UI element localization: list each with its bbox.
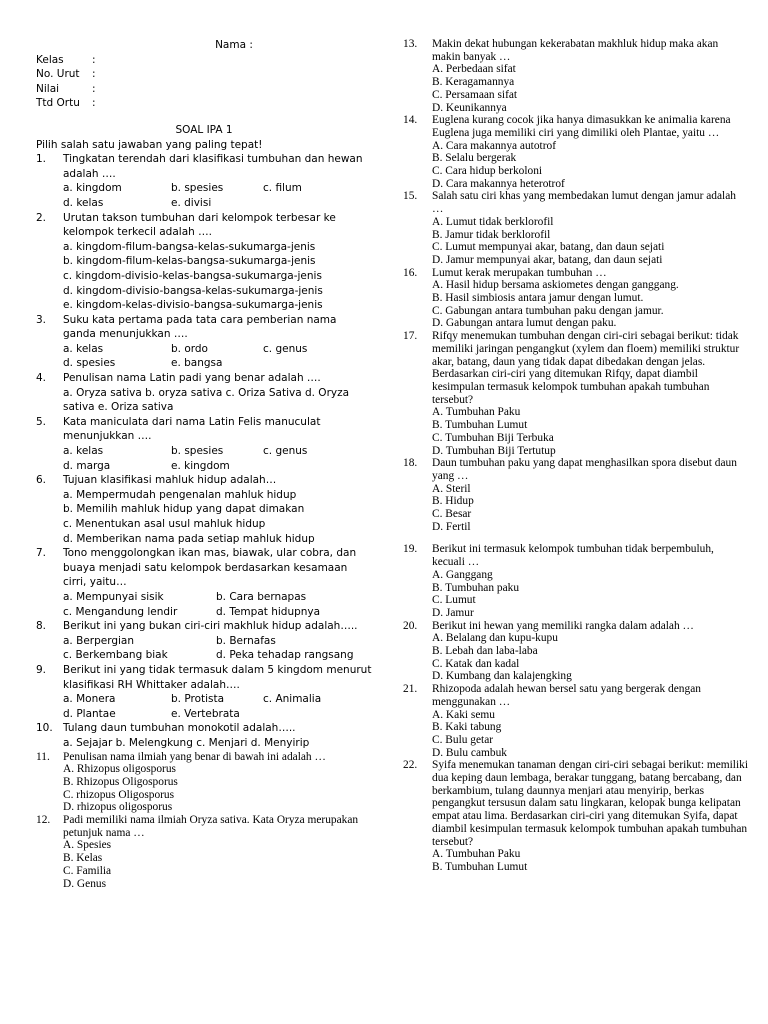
option: B. Kaki tabung bbox=[432, 721, 502, 734]
option: a. Mempermudah pengenalan mahluk hidup bbox=[63, 488, 297, 501]
question-2 bbox=[36, 211, 372, 240]
field-label: Nilai bbox=[36, 82, 60, 95]
question-text: Suku kata pertama pada tata cara pemberian nama ganda menunjukkan …. bbox=[63, 313, 337, 341]
question-number: 2. bbox=[36, 211, 47, 224]
option: A. Hasil hidup bersama askiometes dengan ganggang. bbox=[432, 279, 679, 292]
option: D. Cara makannya heterotrof bbox=[432, 177, 565, 190]
question-12 bbox=[36, 814, 372, 839]
option: B. Keragamannya bbox=[432, 76, 515, 89]
question-19 bbox=[403, 543, 748, 568]
option: e. Vertebrata bbox=[171, 707, 240, 720]
option: a. Monera bbox=[63, 693, 116, 706]
option: c. Menentukan asal usul mahluk hidup bbox=[63, 518, 266, 530]
question-number: 6. bbox=[36, 474, 47, 487]
options-row bbox=[36, 648, 372, 663]
option: d. Plantae bbox=[63, 707, 116, 720]
question-text: Padi memiliki nama ilmiah Oryza sativa. Kata Oryza merupakan petunjuk nama … bbox=[63, 814, 359, 839]
option: e. divisi bbox=[171, 196, 212, 209]
question-number: 15. bbox=[403, 190, 418, 203]
question-16 bbox=[403, 267, 748, 280]
question-text: Berikut ini hewan yang memiliki rangka dalam adalah … bbox=[432, 619, 694, 632]
option: A. Spesies bbox=[63, 839, 112, 852]
field-label: Ttd Ortu bbox=[36, 97, 80, 110]
option: b. Protista bbox=[171, 693, 225, 706]
question-5 bbox=[36, 415, 372, 444]
option: C. Persamaan sifat bbox=[432, 88, 518, 101]
option: C. Katak dan kadal bbox=[432, 657, 520, 670]
option: d. marga bbox=[63, 459, 111, 472]
option: c. filum bbox=[263, 182, 302, 195]
question-3 bbox=[36, 313, 372, 342]
option: b. kingdom-filum-kelas-bangsa-sukumarga-jenis bbox=[63, 255, 316, 268]
option: c. kingdom-divisio-kelas-bangsa-sukumarga-jenis bbox=[63, 269, 322, 282]
question-text: Rifqy menemukan tumbuhan dengan ciri-ciri sebagai berikut: tidak memiliki jaringan pengangkut (xylem dan floem) memiliki struktur akar, batang, daun yang tidak dapat dibedakan dengan jelas. Berdasarkan ciri-ciri yang ditemukan Rifqy, dapat diambil kesimpulan termasuk kelompok tumbuhan apakah tumbuhan tersebut? bbox=[432, 330, 740, 406]
option: a. Mempunyai sisik bbox=[63, 590, 164, 603]
question-text: Berikut ini yang tidak termasuk dalam 5 kingdom menurut klasifikasi RH Whittaker adalah…. bbox=[63, 663, 372, 691]
option: b. Bernafas bbox=[216, 634, 276, 647]
option: a. Sejajar b. Melengkung c. Menjari d. Menyirip bbox=[63, 736, 310, 749]
options-row bbox=[36, 692, 372, 707]
option: C. Gabungan antara tumbuhan paku dengan jamur. bbox=[432, 304, 664, 317]
option: C. Tumbuhan Biji Terbuka bbox=[432, 431, 554, 444]
field-label: No. Urut bbox=[36, 68, 80, 81]
option: d. kelas bbox=[63, 196, 104, 209]
option: C. Lumut mempunyai akar, batang, dan daun sejati bbox=[432, 241, 665, 254]
question-number: 5. bbox=[36, 415, 47, 428]
left-column bbox=[36, 38, 372, 890]
option: e. kingdom-kelas-divisio-bangsa-sukumarga-jenis bbox=[63, 299, 323, 312]
option: A. Tumbuhan Paku bbox=[432, 848, 521, 861]
option: A. Ganggang bbox=[432, 568, 493, 581]
options-row bbox=[36, 181, 372, 196]
option: C. Cara hidup berkoloni bbox=[432, 165, 543, 178]
question-text: Rhizopoda adalah hewan bersel satu yang bergerak dengan menggunakan … bbox=[432, 683, 701, 708]
option: B. Tumbuhan Lumut bbox=[432, 419, 528, 432]
question-1 bbox=[36, 152, 372, 181]
question-8 bbox=[36, 619, 372, 634]
instruction: Pilih salah satu jawaban yang paling tepat! bbox=[36, 138, 263, 151]
option: A. Kaki semu bbox=[432, 708, 495, 721]
option: a. kingdom-filum-bangsa-kelas-sukumarga-jenis bbox=[63, 240, 316, 253]
question-text: Salah satu ciri khas yang membedakan lumut dengan jamur adalah … bbox=[432, 190, 736, 216]
question-number: 17. bbox=[403, 330, 418, 343]
question-number: 20. bbox=[403, 619, 418, 632]
class-field bbox=[36, 53, 372, 68]
option: D. Kumbang dan kalajengking bbox=[432, 670, 572, 683]
option: d. kingdom-divisio-bangsa-kelas-sukumarga-jenis bbox=[63, 284, 323, 297]
options-row bbox=[36, 707, 372, 722]
question-11 bbox=[36, 751, 372, 764]
option: c. Animalia bbox=[263, 693, 322, 706]
option: B. Hasil simbiosis antara jamur dengan lumut. bbox=[432, 292, 644, 305]
option: d. Peka tehadap rangsang bbox=[216, 649, 354, 662]
question-text: Penulisan nama ilmiah yang benar di bawah ini adalah … bbox=[63, 750, 326, 763]
question-number: 13. bbox=[403, 38, 418, 50]
option: a. Oryza sativa b. oryza sativa c. Oriza Sativa d. Oryza bbox=[63, 386, 350, 399]
parent-signature-field bbox=[36, 96, 372, 111]
question-number: 3. bbox=[36, 313, 47, 326]
name-field: Nama : bbox=[215, 39, 253, 51]
question-number: 10. bbox=[36, 722, 53, 735]
option: C. rhizopus Oligosporus bbox=[63, 788, 175, 801]
question-15 bbox=[403, 190, 748, 215]
option: D. Tumbuhan Biji Tertutup bbox=[432, 444, 556, 457]
question-text: Lumut kerak merupakan tumbuhan … bbox=[432, 266, 607, 279]
question-number: 9. bbox=[36, 663, 47, 676]
option: C. Bulu getar bbox=[432, 733, 494, 746]
question-4 bbox=[36, 371, 372, 386]
question-21 bbox=[403, 683, 748, 708]
question-number: 19. bbox=[403, 543, 418, 556]
question-number: 4. bbox=[36, 372, 47, 385]
options-row bbox=[36, 444, 372, 459]
options-row bbox=[36, 342, 372, 357]
question-18 bbox=[403, 457, 748, 482]
option: e. kingdom bbox=[171, 459, 230, 472]
question-number: 7. bbox=[36, 547, 47, 560]
question-9 bbox=[36, 663, 372, 692]
question-text: Penulisan nama Latin padi yang benar adalah …. bbox=[63, 372, 321, 385]
option: c. Berkembang biak bbox=[63, 649, 168, 662]
question-number: 8. bbox=[36, 620, 47, 633]
option: B. Lebah dan laba-laba bbox=[432, 645, 538, 658]
option: C. Lumut bbox=[432, 594, 476, 607]
options-row bbox=[36, 605, 372, 620]
question-number: 1. bbox=[36, 153, 47, 166]
grade-field bbox=[36, 82, 372, 97]
option: A. Perbedaan sifat bbox=[432, 63, 516, 76]
option: b. spesies bbox=[171, 182, 224, 195]
option: d. Tempat hidupnya bbox=[216, 605, 321, 618]
option: A. Lumut tidak berklorofil bbox=[432, 215, 554, 228]
spacer bbox=[403, 533, 748, 543]
option: D. Gabungan antara lumut dengan paku. bbox=[432, 317, 617, 330]
option: A. Cara makannya autotrof bbox=[432, 139, 556, 152]
option: D. Jamur mempunyai akar, batang, dan daun sejati bbox=[432, 253, 663, 266]
question-number: 12. bbox=[36, 814, 51, 827]
question-17 bbox=[403, 330, 748, 406]
question-number: 16. bbox=[403, 266, 418, 279]
question-20 bbox=[403, 620, 748, 633]
option: A. Steril bbox=[432, 482, 471, 495]
option: D. Fertil bbox=[432, 520, 471, 533]
option: B. Tumbuhan Lumut bbox=[432, 861, 528, 873]
option: B. Hidup bbox=[432, 495, 474, 508]
question-number: 18. bbox=[403, 457, 418, 470]
option: c. Mengandung lendir bbox=[63, 605, 178, 618]
option: b. spesies bbox=[171, 445, 224, 458]
option: b. Memilih mahluk hidup yang dapat dimakan bbox=[63, 503, 305, 516]
option: C. Familia bbox=[63, 864, 112, 877]
page-title: SOAL IPA 1 bbox=[175, 123, 233, 136]
option: D. rhizopus oligosporus bbox=[63, 801, 173, 814]
question-number: 22. bbox=[403, 759, 418, 772]
question-text: Euglena kurang cocok jika hanya dimasukkan ke animalia karena Euglena juga memiliki ciri yang dimiliki oleh Plantae, yaitu … bbox=[432, 114, 731, 139]
field-sep: : bbox=[92, 68, 96, 81]
option: c. genus bbox=[263, 342, 308, 355]
option: B. Rhizopus Oligosporus bbox=[63, 775, 178, 788]
serif-section-left bbox=[36, 751, 372, 891]
option: e. bangsa bbox=[171, 357, 223, 370]
option: a. kelas bbox=[63, 342, 104, 355]
question-text: Daun tumbuhan paku yang dapat menghasilkan spora disebut daun yang … bbox=[432, 457, 737, 482]
option: A. Tumbuhan Paku bbox=[432, 406, 521, 419]
option: C. Besar bbox=[432, 508, 472, 521]
number-field bbox=[36, 67, 372, 82]
options-row bbox=[36, 196, 372, 211]
option: B. Selalu bergerak bbox=[432, 152, 517, 165]
question-text: Makin dekat hubungan kekerabatan makhluk hidup maka akan makin banyak … bbox=[432, 38, 719, 63]
question-text: Tono menggolongkan ikan mas, biawak, ular cobra, dan buaya menjadi satu kelompok berdasarkan kesamaan cirri, yaitu… bbox=[63, 547, 357, 589]
option: D. Bulu cambuk bbox=[432, 746, 507, 759]
question-text: Tujuan klasifikasi mahluk hidup adalah… bbox=[63, 474, 277, 487]
option: D. Keunikannya bbox=[432, 101, 507, 114]
option: B. Jamur tidak berklorofil bbox=[432, 228, 551, 241]
field-sep: : bbox=[92, 53, 96, 66]
question-14 bbox=[403, 114, 748, 139]
question-text: Berikut ini termasuk kelompok tumbuhan tidak berpembuluh, kecuali … bbox=[432, 543, 714, 569]
option: a. kingdom bbox=[63, 182, 122, 195]
option: a. Berpergian bbox=[63, 634, 135, 647]
option: D. Genus bbox=[63, 877, 107, 890]
option: B. Kelas bbox=[63, 852, 103, 865]
question-6 bbox=[36, 473, 372, 488]
question-text: Urutan takson tumbuhan dari kelompok terbesar ke kelompok terkecil adalah …. bbox=[63, 211, 336, 239]
options-row bbox=[36, 459, 372, 474]
question-22 bbox=[403, 759, 748, 848]
option: A. Rhizopus oligosporus bbox=[63, 763, 176, 776]
option: A. Belalang dan kupu-kupu bbox=[432, 632, 558, 645]
question-text: Kata maniculata dari nama Latin Felis manuculat menunjukkan …. bbox=[63, 415, 321, 443]
right-column bbox=[403, 38, 748, 874]
option: d. spesies bbox=[63, 357, 116, 370]
question-number: 14. bbox=[403, 114, 418, 127]
options-row bbox=[36, 356, 372, 371]
question-text: Tingkatan terendah dari klasifikasi tumbuhan dan hewan adalah …. bbox=[63, 153, 363, 180]
option: D. Jamur bbox=[432, 606, 474, 619]
option: a. kelas bbox=[63, 445, 104, 458]
options-row bbox=[36, 634, 372, 649]
field-sep: : bbox=[92, 97, 96, 110]
question-text: Berikut ini yang bukan ciri-ciri makhluk hidup adalah….. bbox=[63, 620, 358, 633]
option: d. Memberikan nama pada setiap mahluk hidup bbox=[63, 532, 315, 545]
question-text: Tulang daun tumbuhan monokotil adalah….. bbox=[63, 722, 296, 735]
question-number: 21. bbox=[403, 683, 418, 696]
option: c. genus bbox=[263, 445, 308, 458]
question-13 bbox=[403, 38, 748, 63]
question-10 bbox=[36, 721, 372, 736]
option: B. Tumbuhan paku bbox=[432, 581, 520, 594]
question-text: Syifa menemukan tanaman dengan ciri-ciri sebagai berikut: memiliki dua keping daun lembaga, berakar tunggang, batang bercabang, dan berkambium, tulang daunnya menjari atau menyirip, berkas pengangkut tersusun dalam satu lingkaran, kelopak bunga kelipatan empat atau lima. Berdasarkan ciri-ciri yang ditemukan Syifa, dapat diambil kesimpulan termasuk kelompok tumbuhan apakah tumbuhan tersebut? bbox=[432, 759, 748, 848]
question-number: 11. bbox=[36, 750, 50, 763]
question-7 bbox=[36, 546, 372, 590]
field-sep: : bbox=[92, 82, 96, 95]
option: sativa e. Oriza sativa bbox=[63, 401, 174, 414]
option: b. Cara bernapas bbox=[216, 590, 307, 603]
options-row bbox=[36, 590, 372, 605]
option: b. ordo bbox=[171, 342, 208, 355]
field-label: Kelas bbox=[36, 53, 64, 66]
